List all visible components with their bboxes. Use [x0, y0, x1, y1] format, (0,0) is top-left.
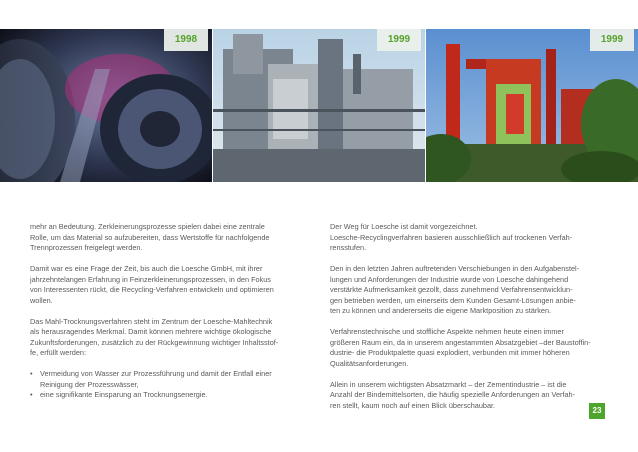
left-text-column: [30, 222, 296, 401]
paragraph: Das Mahl-Trocknungsverfahren steht im Zentrum der Loesche-Mahltechnik als herausragendes Merkmal. Damit können mehrere wichtige ökologische Zukunftsforderungen, zusätzlich zu der Rückgewinnung wichtiger Inhaltsstof- fe, erfüllt werden:: [30, 316, 279, 357]
paragraph: Damit war es eine Frage der Zeit, bis auch die Loesche GmbH, mit ihrer jahrzehntelangen Erfahrung in Feinzerkleinerungsprozessen, in den Fokus von Interessenten rückt, die Recycling-Verfahren entwickeln und optimieren wollen.: [30, 264, 274, 305]
page-number: 23: [589, 403, 605, 419]
year-badge: 1999: [377, 29, 421, 51]
paragraph: Der Weg für Loesche ist damit vorgezeichnet. Loesche-Recyclingverfahren basieren ausschließlich auf trockenen Verfah- rensstufen.: [330, 222, 573, 252]
paragraph: Verfahrenstechnische und stoffliche Aspekte nehmen heute einen immer größeren Raum ein, da in unserem angestammten Absatzgebiet –der Baustoffin- dustrie- die Produktpalette quasi explodiert, verbunden mit immer höheren Qualitätsanforderungen.: [330, 327, 591, 368]
photo-strip: [0, 29, 638, 182]
paragraph: Allein in unserem wichtigsten Absatzmarkt – der Zementindustrie – ist die Anzahl der Bindemittelsorten, die häufig spezielle Anforderungen an Verfah- ren stellt, kaum noch auf einen Blick überschaubar.: [330, 379, 576, 410]
year-badge: 1999: [590, 29, 634, 51]
list-item: • eine signifikante Einsparung an Trocknungsenergie.: [30, 390, 296, 401]
right-text-column: [330, 222, 605, 422]
list-item: • Vermeidung von Wasser zur Prozessführung und damit der Entfall einer Reinigung der Prozesswässer,: [30, 369, 296, 390]
red-steel-plant-photo: [426, 29, 638, 182]
paragraph: mehr an Bedeutung. Zerkleinerungsprozesse spielen dabei eine zentrale Rolle, um das Material so aufzubereiten, dass Wertstoffe für nachfolgende Trennprozessen freigelegt werden.: [30, 222, 270, 252]
bullet-list: [30, 369, 296, 401]
paragraph: Den in den letzten Jahren auftretenden Verschiebungen in den Aufgabenstel- lungen und Anforderungen der Industrie wurde von Loesche dahingehend verstärkte Aufmerksamkeit gezollt, dass zunehmend Verfahrensentwicklun- gen betrieben werden, um einerseits dem Kunden Gesamt-Lösungen anbie- ten zu können und andererseits die eigene Marktposition zu stärken.: [330, 264, 580, 315]
mill-plant-photo: [213, 29, 425, 182]
year-badge: 1998: [164, 29, 208, 51]
grinding-roller-photo: [0, 29, 212, 182]
